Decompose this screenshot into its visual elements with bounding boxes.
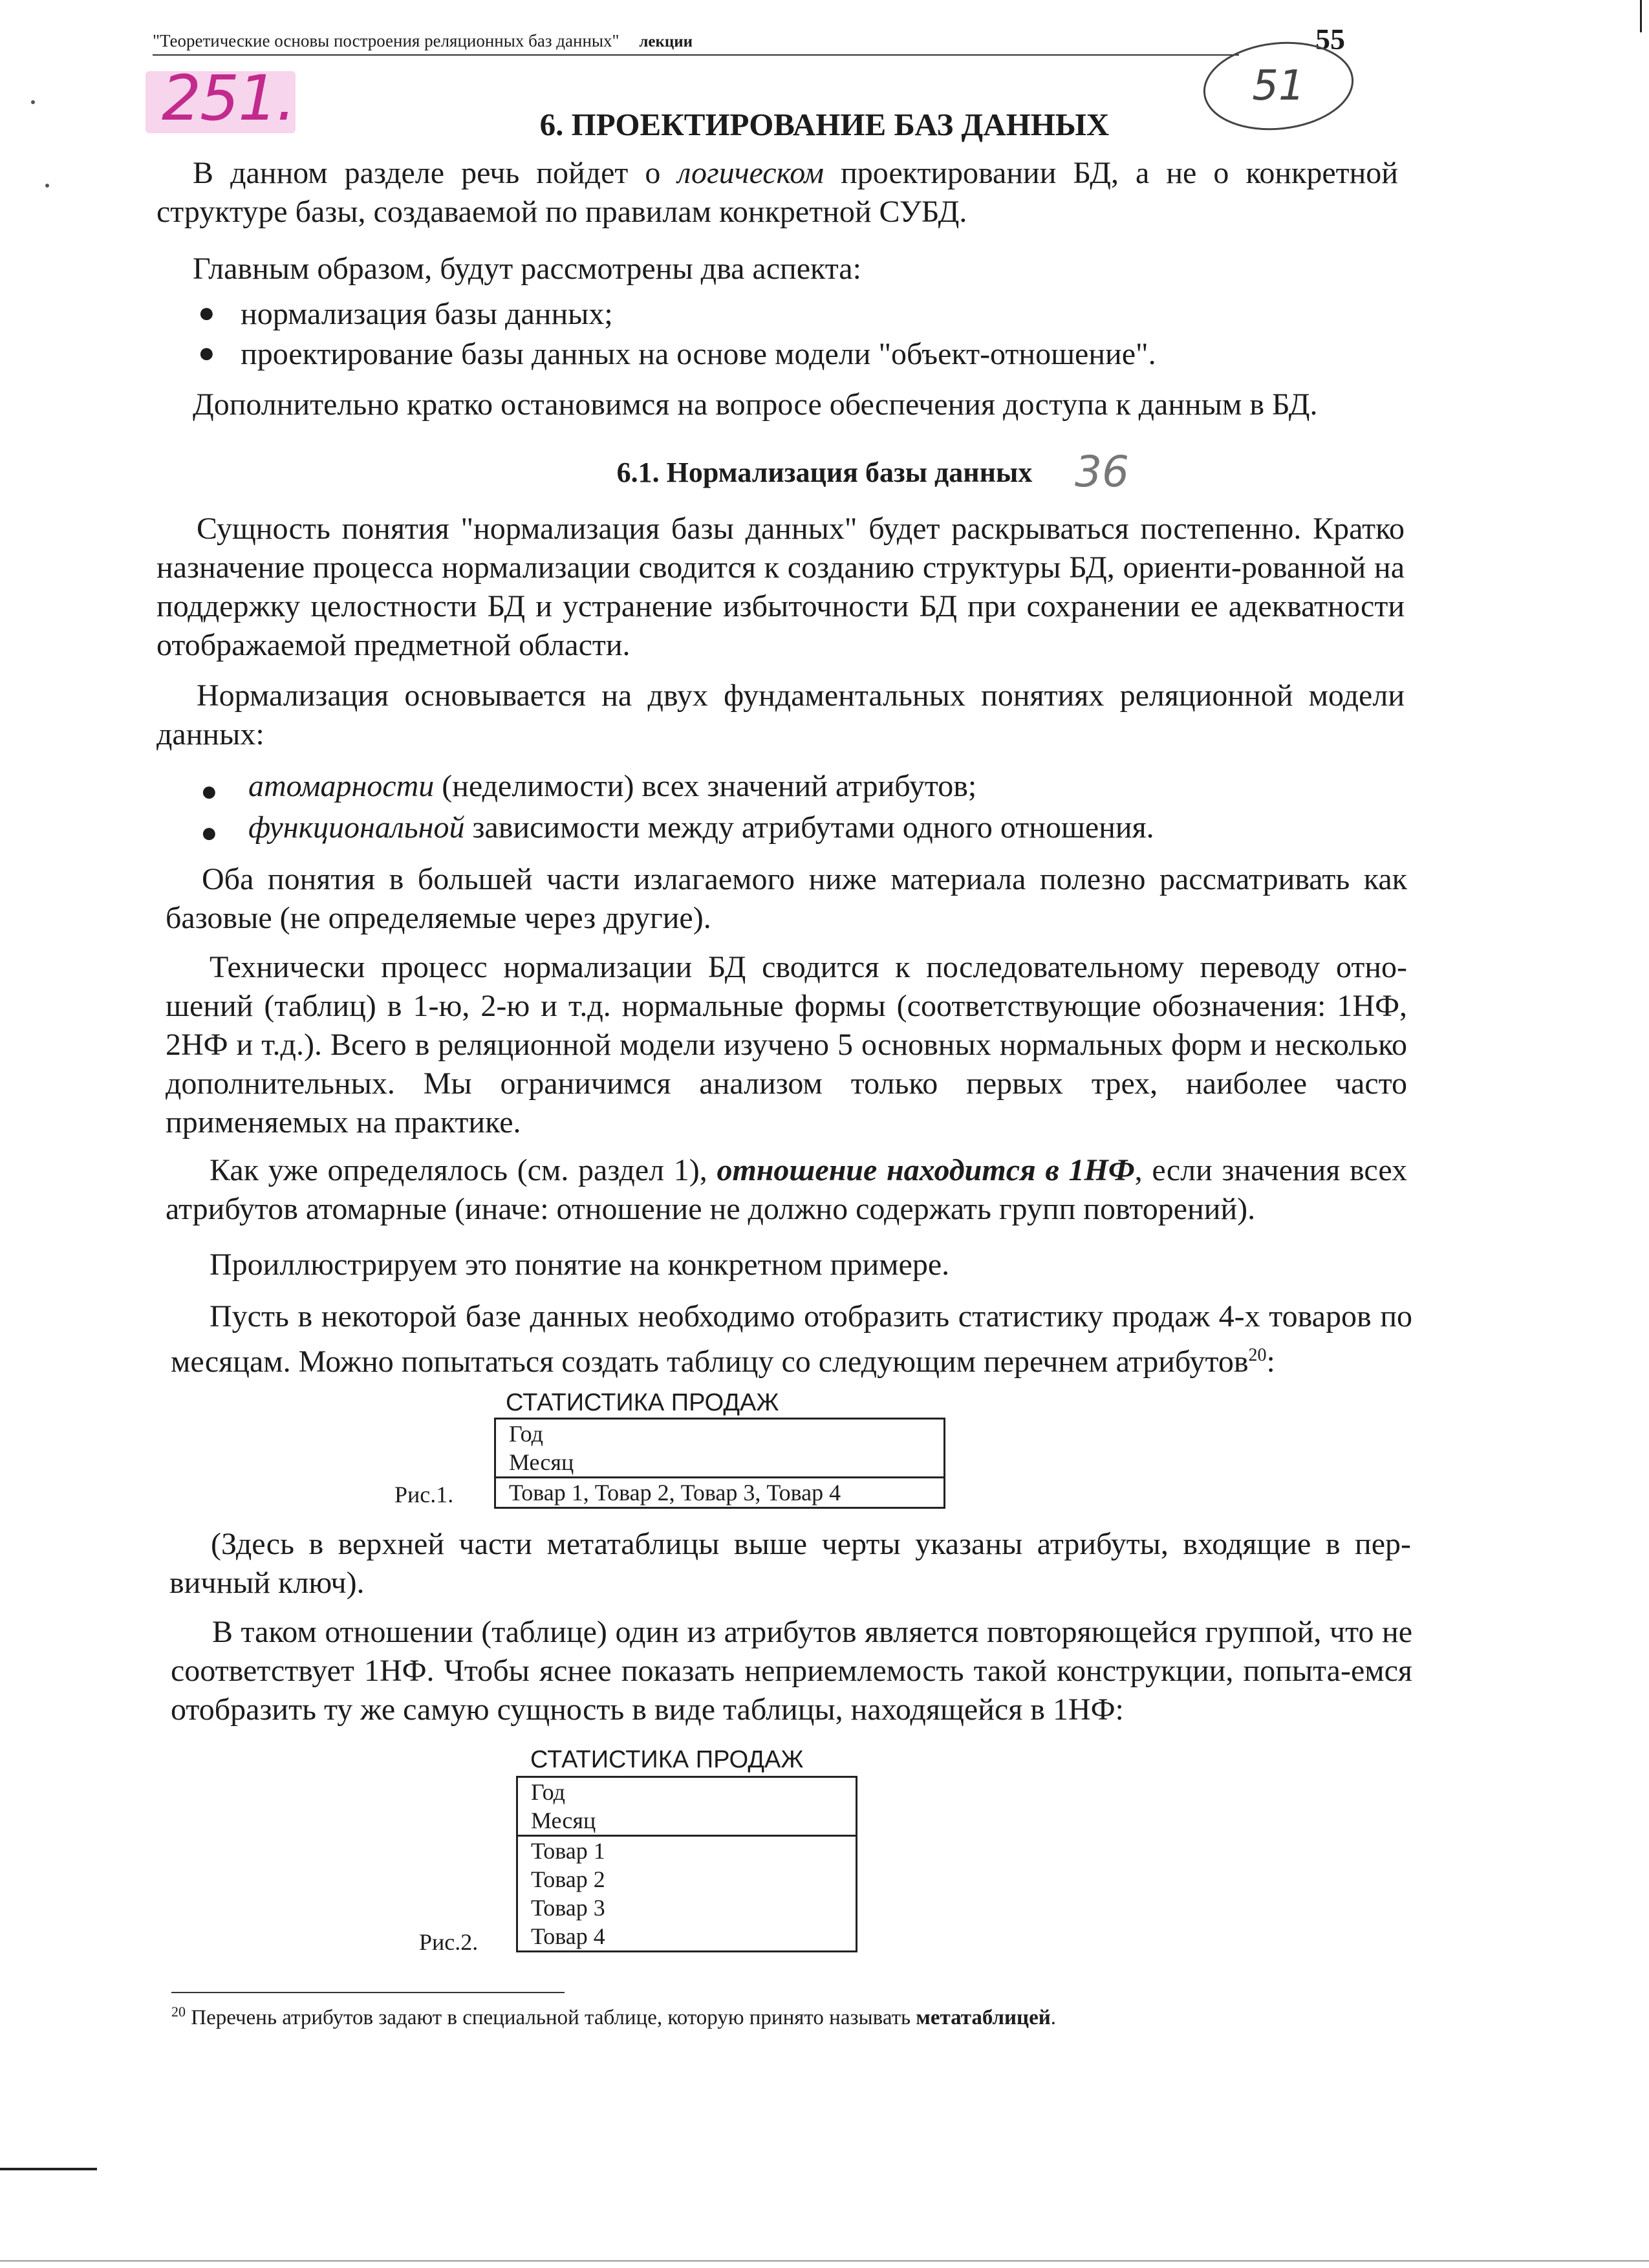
attribute: Товар 1 [531,1838,605,1864]
paragraph: Технически процесс нормализации БД сводится к последовательному переводу отно-шений (таблиц) в 1-ю, 2-ю и т.д. нормальные формы (соответствующие обозначения: 1НФ, 2НФ и т.д.). Всего в реляционной модели изучено 5 основных нормальных форм и несколько дополнительных. Мы ограничимся анализом только первых трех, наиболее часто применяемых на практике. [166,950,1407,1139]
intro-paragraph: В данном разделе речь пойдет о логическом проектировании БД, а не о конкретной структуре базы, создаваемой по правилам конкретной СУБД. [156,156,1398,229]
attribute-section [518,1837,856,1950]
section-title: 6. ПРОЕКТИРОВАНИЕ БАЗ ДАННЫХ [539,107,1110,142]
handwritten-page-mark: 251. [162,62,295,135]
scan-speck [45,184,49,188]
page-number: 55 [1315,23,1345,56]
attribute: Товар 2 [531,1866,605,1892]
running-head [153,31,693,51]
paragraph: Проиллюстрируем это понятие на конкретном примере. [210,1247,950,1282]
key-attribute: Месяц [509,1449,574,1475]
paragraph: В таком отношении (таблице) один из атрибутов является повторяющейся группой, что не соответствует 1НФ. Чтобы яснее показать неприемлемость такой конструкции, попыта-емся отобразить ту же самую сущность в виде таблицы, находящейся в 1НФ: [171,1615,1412,1727]
paragraph: Оба понятия в большей части излагаемого ниже материала полезно рассматривать как базовые (не определяемые через другие). [166,862,1407,935]
figure2-title: СТАТИСТИКА ПРОДАЖ [530,1746,804,1773]
key-section [518,1778,856,1837]
bullet: ● [200,817,218,848]
figure1-metatable [494,1418,945,1509]
scan-edge-line [0,2260,1649,2262]
paragraph: Пусть в некоторой базе данных необходимо отобразить статистику продаж 4-х товаров по месяцам. Можно попытаться создать таблицу со следующим перечнем атрибутов$^{20}$: [171,1299,1412,1379]
attribute: Товар 4 [531,1923,605,1949]
scan-speck [31,100,35,104]
concept-item: функциональной зависимости между атрибутами одного отношения. [248,810,1154,845]
attribute: Товар 1, Товар 2, Товар 3, Товар 4 [509,1480,841,1506]
aspects-lead: Главным образом, будут рассмотрены два аспекта: [193,252,861,286]
figure1-label: Рис.1. [394,1482,454,1507]
scan-edge-mark [0,2168,97,2170]
running-title: "Теоретические основы построения реляционных баз данных" [153,31,620,50]
key-attribute: Год [531,1779,565,1805]
aspect-item: проектирование базы данных на основе модели "объект-отношение". [241,337,1156,371]
bullet: ● [198,297,215,329]
figure2-label: Рис.2. [419,1929,479,1955]
paragraph: Как уже определялось (см. раздел 1), отношение находится в 1НФ, если значения всех атрибутов атомарные (иначе: отношение не должно содержать групп повторений). [166,1153,1407,1226]
key-attribute: Год [509,1421,543,1447]
svg-text:36: 36 [1075,447,1129,497]
header-rule [153,54,1239,56]
figure2-metatable [516,1776,857,1952]
paragraph: Сущность понятия "нормализация базы данных" будет раскрываться постепенно. Кратко назначение процесса нормализации сводится к созданию структуры БД, ориенти-рованной на поддержку целостности БД и устранение избыточности БД при сохранении ее адекватности отображаемой предметной области. [156,512,1405,662]
subsection-title: 6.1. Нормализация базы данных [616,457,1033,488]
key-attribute: Месяц [531,1808,596,1833]
paragraph: Нормализация основывается на двух фундаментальных понятиях реляционной модели данных: [156,678,1405,751]
key-section [496,1420,943,1478]
aspect-item: нормализация базы данных; [241,297,613,331]
scan-edge-mark [1640,0,1642,32]
running-label: лекции [639,33,693,50]
attribute: Товар 3 [531,1895,605,1921]
figure1-title: СТАТИСТИКА ПРОДАЖ [506,1389,779,1416]
footnote-rule [171,1992,565,1993]
concept-item: атомарности (неделимости) всех значений атрибутов; [248,769,977,803]
paragraph: (Здесь в верхней части метатаблицы выше черты указаны атрибуты, входящие в пер-вичный ключ). [169,1527,1411,1600]
attribute-section [496,1478,943,1507]
footnote: $^{20}$ Перечень атрибутов задают в специальной таблице, которую принято называть метатаблицей. [171,2003,1056,2029]
bullet: ● [198,337,215,369]
extra-paragraph: Дополнительно кратко остановимся на вопросе обеспечения доступа к данным в БД. [193,387,1318,422]
svg-text:51: 51 [1252,62,1305,110]
bullet: ● [200,775,218,807]
